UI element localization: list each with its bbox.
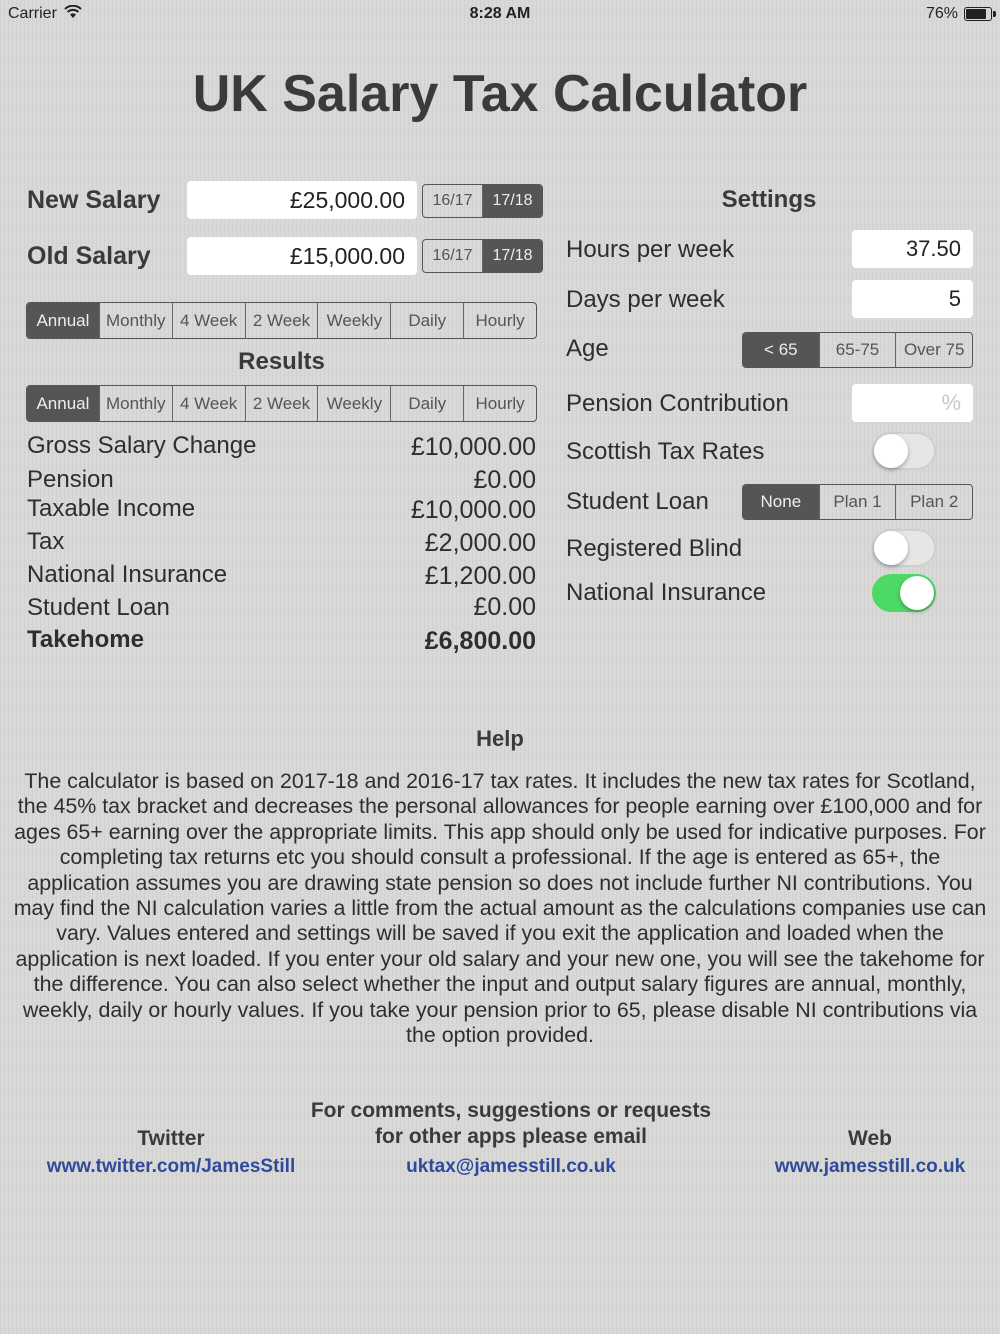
- results-period-hourly[interactable]: Hourly: [463, 386, 536, 421]
- takehome-label: Takehome: [27, 626, 144, 653]
- results-period-monthly[interactable]: Monthly: [99, 386, 172, 421]
- help-heading: Help: [476, 726, 524, 751]
- age-selector: [742, 332, 973, 368]
- national-insurance-value: £1,200.00: [424, 562, 536, 590]
- status-bar: [0, 0, 1000, 30]
- scottish-tax-rates-label: Scottish Tax Rates: [566, 438, 765, 465]
- old-salary-label: Old Salary: [27, 242, 151, 270]
- pension-value: £0.00: [473, 466, 536, 494]
- pension-contribution-label: Pension Contribution: [566, 390, 789, 417]
- old-salary-year-1617[interactable]: 16/17: [432, 247, 473, 264]
- days-per-week-input[interactable]: 5: [852, 280, 973, 318]
- student-loan-label: Student Loan: [27, 594, 170, 621]
- scottish-tax-rates-toggle[interactable]: [872, 432, 936, 470]
- results-period-annual[interactable]: Annual: [27, 386, 99, 421]
- student-loan-selector: [742, 484, 973, 520]
- hours-per-week-label: Hours per week: [566, 236, 735, 263]
- old-salary-year-1718[interactable]: 17/18: [482, 240, 542, 272]
- settings-heading: Settings: [721, 186, 817, 213]
- input-period-annual[interactable]: Annual: [27, 303, 99, 338]
- results-period-4-week[interactable]: 4 Week: [172, 386, 245, 421]
- twitter-heading: Twitter: [137, 1127, 205, 1150]
- days-per-week-label: Days per week: [566, 286, 725, 313]
- input-period-4-week[interactable]: 4 Week: [172, 303, 245, 338]
- age-65-75[interactable]: 65-75: [819, 333, 896, 367]
- carrier-label: Carrier: [8, 5, 82, 23]
- taxable-income-label: Taxable Income: [27, 495, 196, 522]
- input-period-daily[interactable]: Daily: [390, 303, 463, 338]
- hours-per-week-input[interactable]: 37.50: [852, 230, 973, 268]
- age-label: Age: [566, 335, 609, 362]
- pension-contribution-input[interactable]: %: [852, 384, 973, 422]
- gross-salary-change-label: Gross Salary Change: [27, 432, 257, 459]
- results-period-selector: [26, 385, 537, 422]
- email-heading-line-2: for other apps please email: [375, 1125, 647, 1148]
- input-period-monthly[interactable]: Monthly: [99, 303, 172, 338]
- tax-value: £2,000.00: [424, 529, 536, 557]
- age-under-65[interactable]: < 65: [743, 333, 819, 367]
- old-salary-input[interactable]: £15,000.00: [187, 237, 417, 275]
- student-loan-plan-2[interactable]: Plan 2: [895, 485, 972, 519]
- national-insurance-label: National Insurance: [27, 561, 228, 588]
- taxable-income-value: £10,000.00: [410, 496, 536, 524]
- email-link[interactable]: uktax@jamesstill.co.uk: [406, 1156, 616, 1177]
- pension-label: Pension: [27, 466, 114, 493]
- results-period-daily[interactable]: Daily: [390, 386, 463, 421]
- web-heading: Web: [848, 1127, 892, 1150]
- new-salary-label: New Salary: [27, 186, 161, 214]
- email-heading-line-1: For comments, suggestions or requests: [310, 1099, 712, 1122]
- toggle-knob: [874, 434, 908, 468]
- page-title: UK Salary Tax Calculator: [192, 65, 808, 123]
- student-loan-plan-1[interactable]: Plan 1: [819, 485, 896, 519]
- tax-label: Tax: [27, 528, 65, 555]
- new-salary-input[interactable]: £25,000.00: [187, 181, 417, 219]
- results-period-weekly[interactable]: Weekly: [317, 386, 390, 421]
- new-salary-tax-year-selector: [422, 184, 543, 218]
- national-insurance-setting-label: National Insurance: [566, 579, 767, 606]
- old-salary-tax-year-selector: [422, 239, 543, 273]
- toggle-knob: [900, 576, 934, 610]
- national-insurance-toggle[interactable]: [872, 574, 936, 612]
- results-period-2-week[interactable]: 2 Week: [245, 386, 318, 421]
- new-salary-year-1718[interactable]: 17/18: [482, 185, 542, 217]
- takehome-value: £6,800.00: [424, 627, 536, 655]
- web-link[interactable]: www.jamesstill.co.uk: [774, 1156, 966, 1177]
- gross-salary-change-value: £10,000.00: [410, 433, 536, 461]
- input-period-weekly[interactable]: Weekly: [317, 303, 390, 338]
- registered-blind-toggle[interactable]: [872, 529, 936, 567]
- input-period-hourly[interactable]: Hourly: [463, 303, 536, 338]
- clock: 8:28 AM: [469, 5, 531, 22]
- battery-percentage: 76%: [925, 5, 958, 22]
- help-text: The calculator is based on 2017-18 and 2016-17 tax rates. It includes the new tax rates for Scotland, the 45% tax bracket and decreases the personal allowances for people earning over £100,000 and for ages 65+ earning over the appropriate limits. This app should only be used for indicative purposes. For completing tax returns etc you should consult a professional. If the age is entered as 65+, the application assumes you are drawing state pension so does not include further NI contributions. You may find the NI calculation varies a little from the actual amount as the calculations companies use can vary. Values entered and settings will be saved if you exit the application and loaded when the application is next loaded. If you enter your old salary and your new one, you will see the takehome for the difference. You can also select whether the input and output salary figures are annual, monthly, weekly, daily or hourly values. If you take your pension prior to 65, please disable NI contributions via the option provided.: [13, 769, 987, 1048]
- student-loan-value: £0.00: [473, 593, 536, 621]
- battery-icon: [964, 7, 992, 21]
- new-salary-year-1617[interactable]: 16/17: [432, 192, 473, 209]
- student-loan-none[interactable]: None: [743, 485, 819, 519]
- results-heading: Results: [238, 348, 325, 375]
- age-over-75[interactable]: Over 75: [895, 333, 972, 367]
- registered-blind-label: Registered Blind: [566, 535, 743, 562]
- twitter-link[interactable]: www.twitter.com/JamesStill: [46, 1156, 296, 1177]
- toggle-knob: [874, 531, 908, 565]
- input-period-2-week[interactable]: 2 Week: [245, 303, 318, 338]
- input-period-selector: [26, 302, 537, 339]
- student-loan-setting-label: Student Loan: [566, 488, 709, 515]
